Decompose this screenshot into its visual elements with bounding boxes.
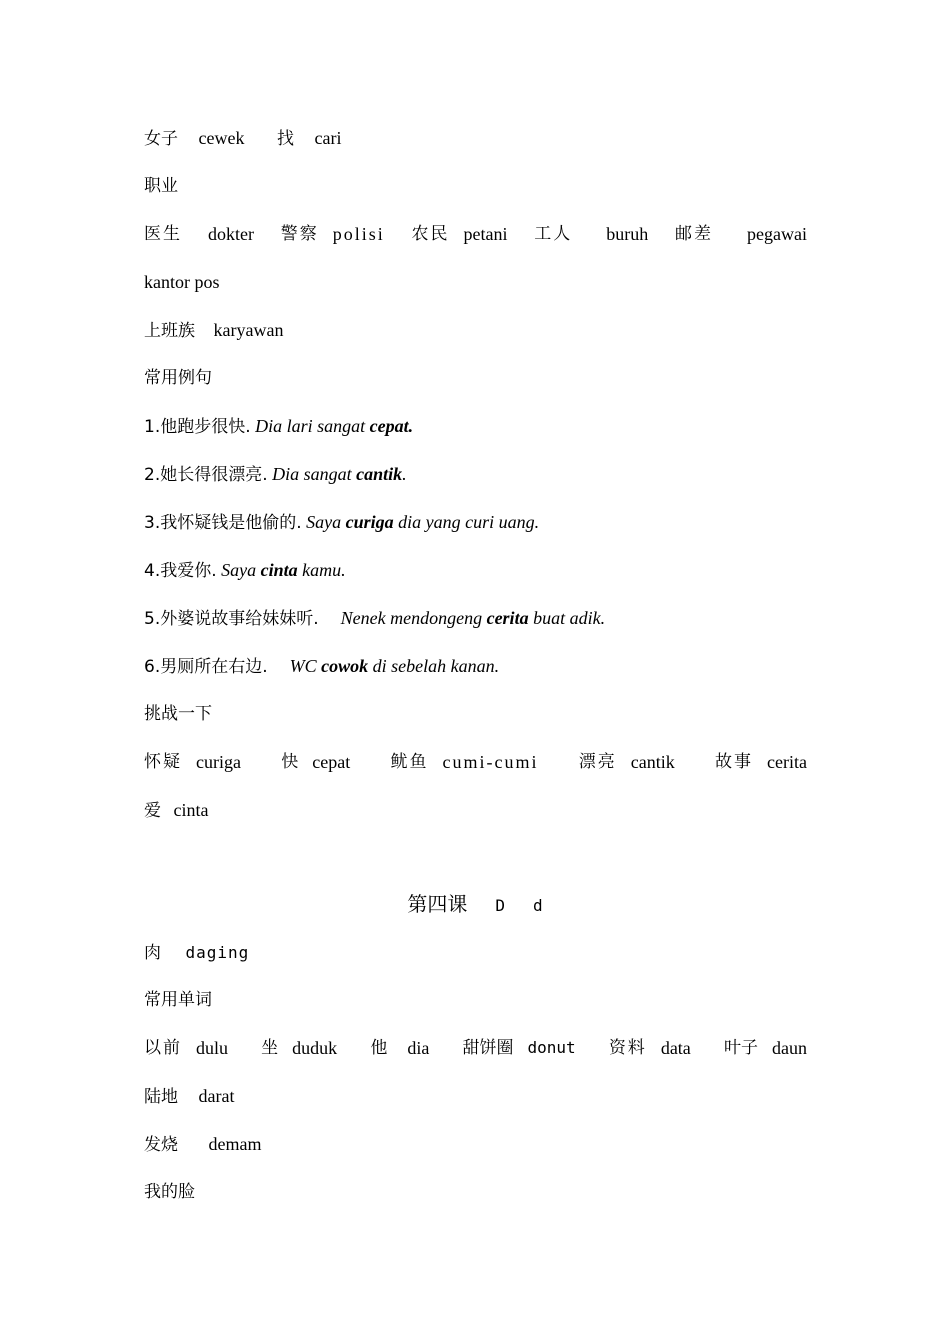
sentence-keyword: cinta bbox=[260, 560, 298, 580]
section-heading-profession: 职业 bbox=[144, 176, 178, 196]
vocab-pair bbox=[675, 222, 807, 246]
vocab-pair bbox=[261, 1036, 337, 1060]
sentence-id: Nenek mendongeng bbox=[340, 608, 483, 628]
word-id: dokter bbox=[208, 224, 254, 244]
word-zh: 农民 bbox=[411, 224, 450, 244]
word-id: daging bbox=[185, 943, 250, 962]
vocab-line-girl-find bbox=[144, 126, 807, 151]
word-id: cinta bbox=[173, 800, 209, 820]
example-sentence bbox=[144, 414, 807, 439]
word-list bbox=[144, 1036, 807, 1060]
word-zh: 漂亮 bbox=[578, 752, 617, 772]
word-id: dulu bbox=[196, 1038, 229, 1058]
example-sentence bbox=[144, 462, 807, 487]
example-sentence bbox=[144, 558, 807, 583]
vocab-pair bbox=[370, 1036, 429, 1060]
sentence-zh: 2.她长得很漂亮. bbox=[144, 465, 268, 485]
sentence-keyword: cerita bbox=[486, 608, 529, 628]
sentence-id: Dia sangat bbox=[272, 464, 352, 484]
sentence-keyword: cowok bbox=[321, 656, 369, 676]
section-heading-words: 常用单词 bbox=[144, 990, 212, 1010]
lesson-keyword bbox=[144, 940, 807, 965]
word-zh: 陆地 bbox=[144, 1087, 178, 1107]
example-sentence bbox=[144, 654, 807, 679]
sentence-id: Dia lari sangat bbox=[255, 416, 366, 436]
challenge-list bbox=[144, 750, 807, 774]
word-zh: 坐 bbox=[261, 1038, 279, 1058]
word-zh: 发烧 bbox=[144, 1135, 178, 1155]
word-id: donut bbox=[527, 1038, 576, 1057]
sentence-zh: 3.我怀疑钱是他偷的. bbox=[144, 513, 302, 533]
word-zh: 医生 bbox=[144, 224, 182, 244]
vocab-pair bbox=[724, 1036, 807, 1060]
vocab-pair bbox=[144, 222, 254, 246]
word-id: karyawan bbox=[213, 320, 284, 340]
word-zh: 鱿鱼 bbox=[390, 752, 429, 772]
word-id: cerita bbox=[766, 752, 807, 772]
vocab-pair bbox=[144, 750, 241, 774]
sentence-id-rest: di sebelah kanan. bbox=[372, 656, 500, 676]
word-zh: 叶子 bbox=[723, 1038, 758, 1058]
word-id: data bbox=[660, 1038, 691, 1058]
example-sentence bbox=[144, 606, 807, 631]
profession-continuation: kantor pos bbox=[144, 272, 220, 292]
word-zh: 警察 bbox=[280, 224, 319, 244]
word-id: cewek bbox=[198, 128, 245, 148]
vocab-pair bbox=[534, 222, 648, 246]
word-id: cepat bbox=[312, 752, 351, 772]
sentence-id-rest: . bbox=[402, 464, 407, 484]
word-zh: 找 bbox=[276, 129, 294, 149]
sentence-zh: 1.他跑步很快. bbox=[144, 417, 251, 437]
word-id: cumi-cumi bbox=[442, 752, 539, 772]
vocab-pair bbox=[281, 750, 350, 774]
word-zh: 肉 bbox=[144, 943, 161, 963]
vocab-line-land bbox=[144, 1084, 807, 1109]
example-sentence bbox=[144, 510, 807, 535]
lesson-letter-upper: D bbox=[495, 896, 505, 915]
word-id: dia bbox=[407, 1038, 430, 1058]
word-id: petani bbox=[463, 224, 508, 244]
word-zh: 资料 bbox=[608, 1038, 647, 1058]
vocab-pair bbox=[144, 1036, 228, 1060]
word-id: buruh bbox=[606, 224, 649, 244]
word-id: daun bbox=[771, 1038, 807, 1058]
word-zh: 上班族 bbox=[144, 321, 195, 341]
sentence-id: Saya bbox=[306, 512, 342, 532]
sentence-id-rest: dia yang curi uang. bbox=[398, 512, 540, 532]
word-zh: 他 bbox=[370, 1038, 388, 1058]
word-id: duduk bbox=[292, 1038, 338, 1058]
word-id: polisi bbox=[332, 224, 385, 244]
sentence-zh: 4.我爱你. bbox=[144, 561, 217, 581]
word-zh: 爱 bbox=[144, 801, 161, 821]
vocab-line-fever bbox=[144, 1132, 807, 1157]
vocab-pair bbox=[281, 222, 385, 246]
sentence-zh: 6.男厕所在右边. bbox=[144, 657, 268, 677]
vocab-pair bbox=[715, 750, 807, 774]
sentence-id-rest: kamu. bbox=[302, 560, 346, 580]
sentence-keyword: cepat. bbox=[369, 416, 414, 436]
vocab-pair bbox=[462, 1036, 575, 1060]
word-zh: 甜饼圈 bbox=[462, 1038, 514, 1058]
lesson-title-zh: 第四课 bbox=[407, 892, 468, 916]
word-zh: 怀疑 bbox=[144, 752, 182, 772]
vocab-pair bbox=[579, 750, 675, 774]
sentence-zh: 5.外婆说故事给妹妹听. bbox=[144, 609, 319, 629]
vocab-pair bbox=[609, 1036, 691, 1060]
sentence-id: WC bbox=[289, 656, 317, 676]
lesson-title bbox=[0, 888, 950, 917]
word-id: pegawai bbox=[746, 224, 807, 244]
word-zh: 女子 bbox=[144, 129, 178, 149]
word-zh: 故事 bbox=[714, 752, 753, 772]
section-heading-challenge: 挑战一下 bbox=[144, 704, 212, 724]
vocab-line-office-worker bbox=[144, 318, 807, 343]
word-id: curiga bbox=[196, 752, 241, 772]
vocab-pair bbox=[390, 750, 538, 774]
sentence-id-rest: buat adik. bbox=[533, 608, 606, 628]
challenge-continuation bbox=[144, 798, 807, 823]
sentence-id: Saya bbox=[221, 560, 257, 580]
sentence-keyword: curiga bbox=[345, 512, 394, 532]
section-heading-sentences: 常用例句 bbox=[144, 368, 212, 388]
sentence-keyword: cantik bbox=[356, 464, 403, 484]
section-heading-my-face: 我的脸 bbox=[144, 1182, 195, 1202]
word-zh: 邮差 bbox=[674, 224, 713, 244]
word-zh: 以前 bbox=[144, 1038, 182, 1058]
word-id: demam bbox=[208, 1134, 262, 1154]
vocab-pair bbox=[412, 222, 508, 246]
profession-list bbox=[144, 222, 807, 246]
word-id: darat bbox=[198, 1086, 235, 1106]
word-id: cantik bbox=[630, 752, 675, 772]
word-id: cari bbox=[314, 128, 342, 148]
word-zh: 工人 bbox=[534, 224, 573, 244]
word-zh: 快 bbox=[281, 752, 299, 772]
lesson-letter-lower: d bbox=[533, 896, 543, 915]
